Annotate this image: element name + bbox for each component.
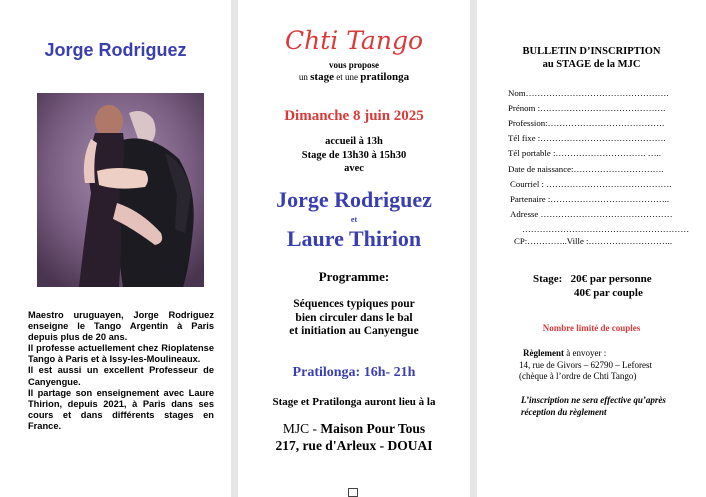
page-break-icon [348, 488, 358, 497]
field-address[interactable]: Adresse ……………………………………… [510, 209, 673, 219]
bio-paragraph: Il partage son enseignement avec Laure Thirion, depuis 2021, à Paris dans ses cours et dans différents stages en France. [28, 387, 214, 431]
offer-stage: stage [310, 71, 334, 83]
field-email[interactable]: Courriel : ……………………………………. [510, 179, 672, 189]
photo-illustration [37, 93, 204, 287]
pratilonga-time: Pratilonga: 16h- 21h [292, 365, 416, 380]
registration-title-line: au STAGE de la MJC [542, 59, 641, 70]
schedule-block [238, 135, 470, 176]
field-birthdate[interactable]: Date de naissance:…………………………. [508, 164, 664, 174]
payment-address: 14, rue de Givors – 62790 – Leforest [519, 359, 652, 370]
bio-paragraph: Il est aussi un excellent Professeur de Canyengue. [28, 365, 214, 387]
payment-heading [519, 348, 704, 360]
venue-name: Maison Pour Tous [320, 421, 426, 436]
proposes-line: vous propose [328, 60, 380, 70]
event-date: Dimanche 8 juin 2025 [284, 108, 424, 124]
field-name[interactable]: Nom…………………………………………. [508, 88, 669, 98]
offer-prefix: un [298, 72, 308, 82]
price-line-single [533, 273, 703, 287]
offer-mid: et une [336, 72, 358, 82]
left-panel [0, 0, 231, 497]
payment-suffix: à envoyer : [563, 348, 607, 358]
limited-places-notice: Nombre limité de couples [542, 323, 641, 333]
venue-address [238, 437, 470, 454]
payment-block [519, 348, 704, 383]
program-description [238, 298, 470, 339]
price-couple: 40€ par couple [574, 286, 643, 299]
schedule-line: avec [344, 163, 364, 174]
teacher-heading: Jorge Rodriguez [44, 40, 187, 60]
offer-pratilonga: pratilonga [360, 71, 410, 83]
field-profession[interactable]: Profession:…………………………………. [508, 118, 665, 128]
price-single: 20€ par personne [570, 273, 652, 285]
and-word: et [350, 215, 358, 224]
field-firstname[interactable]: Prénom :……………………………………. [508, 103, 666, 113]
bio-paragraph: Il professe actuellement chez Rioplatense Tango à Paris et à Issy-les-Moulineaux. [28, 343, 214, 365]
note-line: L’inscription ne sera effective qu’après [521, 395, 666, 405]
program-line: et initiation au Canyengue [289, 325, 419, 337]
brand-title: Chti Tango [284, 26, 423, 55]
venue-prefix: MJC - [282, 421, 321, 436]
teacher-name-2: Laure Thirion [286, 226, 422, 251]
price-label: Stage: [533, 273, 563, 285]
bio-paragraph: Maestro uruguayen, Jorge Rodriguez enseigne le Tango Argentin à Paris depuis plus de 20 ans. [28, 310, 214, 343]
schedule-line: accueil à 13h [325, 136, 383, 147]
field-landline[interactable]: Tél fixe :……………………………………. [508, 133, 666, 143]
right-panel [477, 0, 706, 497]
registration-note [521, 395, 701, 418]
program-line: Séquences typiques pour [293, 298, 415, 310]
payment-label: Règlement [523, 348, 564, 358]
field-postcode-city[interactable]: CP:…………..Ville :……………………….. [514, 236, 673, 246]
venue-block [238, 420, 470, 454]
schedule-line: Stage de 13h30 à 15h30 [301, 149, 407, 161]
venue-address-text: 217, rue d'Arleux - DOUAI [275, 438, 433, 453]
registration-title-line: BULLETIN D’INSCRIPTION [522, 46, 661, 57]
dancing-couple-photo [37, 93, 204, 287]
teacher-biography [28, 310, 214, 432]
field-address-line2[interactable]: ………………………………………………… [522, 224, 690, 234]
venue-name-line [238, 420, 470, 437]
field-mobile[interactable]: Tél portable :…………………………. ….. [508, 148, 661, 158]
registration-title [477, 45, 706, 71]
offer-line [238, 71, 470, 83]
note-line: réception du règlement [521, 406, 607, 417]
program-line: bien circuler dans le bal [295, 311, 413, 324]
teacher-name-1: Jorge Rodriguez [276, 187, 432, 212]
location-intro: Stage et Pratilonga auront lieu à la [272, 396, 436, 408]
price-block [533, 273, 703, 300]
program-title: Programme: [318, 269, 390, 284]
center-panel [238, 0, 470, 497]
field-partner[interactable]: Partenaire :………………………………….. [510, 194, 670, 204]
payment-order: (chèque à l’ordre de Chti Tango) [519, 371, 637, 381]
